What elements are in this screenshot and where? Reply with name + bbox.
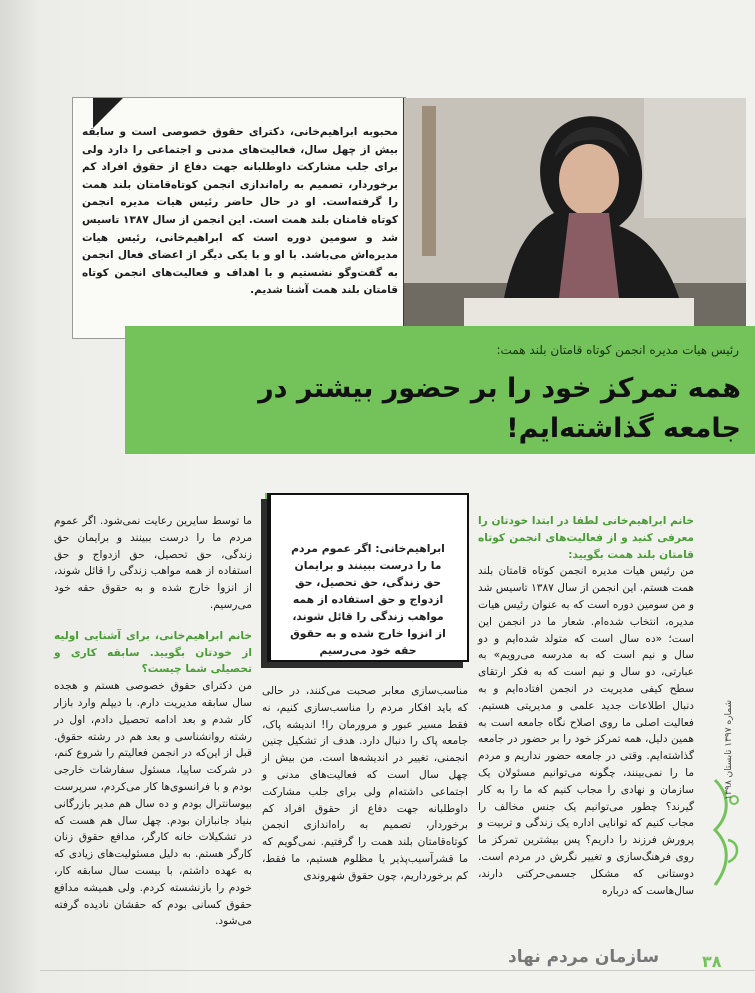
answer-1-continued: ما توسط سایرین رعایت نمی‌شود. اگر عموم مردم ما را درست ببینند و برایمان حق زندگی، حق تحصیل، حق ازدواج و حق استفاده از همه مواهب زندگی را قائل شوند، از انزوا خارج شده و به حقوق حقه خود می‌رسیم. (54, 515, 252, 611)
title-band (125, 326, 755, 454)
section-name: سازمان مردم نهاد (508, 947, 660, 967)
article-title: همه تمرکز خود را بر حضور بیشتر در جامعه گذاشته‌ایم! (258, 373, 741, 444)
question-2: خانم ابراهیم‌خانی، برای آشنایی اولیه از خودتان بگویید. سابقه کاری و تحصیلی شما چیست؟ (54, 629, 252, 676)
column-middle: مناسب‌سازی معابر صحبت می‌کنند، در حالی که باید افکار مردم را مناسب‌سازی کنیم، نه فقط مسیر عبور و مرورمان را! اندیشه پاک، جامعه پاک را دنبال دارد. هدف از تشکیل چنین انجمنی، تغییر در اندیشه‌ها است. من بیش از چهل سال است که فعالیت‌های مدنی و اجتماعی داشته‌ام ولی برای جلب مشارکت داوطلبانه جهت دفاع از حقوق افراد کم برخوردار، تصمیم به راه‌اندازی انجمن کوتاه‌قامتان بلند همت را گرفتیم. نمی‌گویم که ما قشرآسیب‌پذیر یا مظلوم هستیم، ما فقط، کم برخورداریم، چون حقوق شهروندی (262, 685, 468, 882)
answer-2: من دکترای حقوق خصوصی هستم و هجده سال سابقه مدیریت دارم. با دیپلم وارد بازار کار شدم و بعد ادامه تحصیل دادم، اول در رشته روانشناسی و بعد هم در رشته حقوق. قبل از این‌که در انجمن فعالیتم را شروع کنم، در شرکت ساپیا، مسئول سفارشات خارجی بودم و با فرانسوی‌ها کار می‌کردم، سرپرست بیوسانترال بودم و ده سال هم مدیر بازرگانی بنیاد جانبازان بودم. چهل سال هم هست که در تشکیلات خانه کارگر، مدافع حقوق زنان کارگر هستم. به دلیل مسئولیت‌های زیادی که به عهده داشتم، با بیست سال سابقه کار، خودم را بازنشسته کردم. ولی همیشه مدافع حقوق کسانی بودم که حقشان نادیده گرفته می‌شود. (54, 680, 252, 928)
question-1: خانم ابراهیم‌خانی لطفا در ابتدا خودتان را معرفی کنید و از فعالیت‌های انجمن کوتاه قامتان بلند همت بگویید: (478, 515, 694, 561)
answer-1: من رئیس هیات مدیره انجمن کوتاه قامتان بلند همت هستم. این انجمن از سال ۱۳۸۷ تاسیس شد و من سومین دوره است که به عنوان رئیس هیات مدیره، انتخاب شده‌ام. شعار ما در انجمن این است؛ «ده سال است که متولد شده‌ایم و دو سال و نیم است که به مدرسه می‌رویم» به عبارتی، دو سال و نیم است که به فکر ارتقای سطح کیفی مدیریت در انجمن افتاده‌ایم و به دنبال اطلاعات جدید علمی و مدیریتی هستیم. فعالیت اصلی ما روی اصلاح نگاه جامعه است به همین دلیل، همه تمرکز خود را بر حضور در جامعه گذاشته‌ایم. وقتی در جامعه حضور نداریم و مردم ما را نمی‌بینند، چگونه می‌توانیم مسئولان یک سازمان و نهادی را مجاب کنیم که ما را به کار گیرند؟ چطور می‌توانیم یک جنس مخالف را مجاب کنیم که توانایی اداره یک زندگی و تربیت و پرورش فرزند را داریم؟ پس بیشترین تمرکز ما روی فرهنگ‌سازی و تغییر نگرش در مردم است. دوستانی که مشکل جسمی‌حرکتی دارند، سال‌هاست که درباره (478, 565, 694, 897)
footer-rule (40, 970, 755, 971)
page-number: ۳۸ (702, 952, 722, 971)
column-left (54, 513, 252, 930)
intro-text: محبوبه ابراهیم‌خانی، دکترای حقوق خصوصی است و سابقه بیش از چهل سال، فعالیت‌های مدنی و اجتماعی را دارد ولی برای جلب مشارکت داوطلبانه جهت دفاع از حقوق افراد کم برخوردار، تصمیم به راه‌اندازی انجمن کوتاه‌قامتان بلند همت را گرفته‌است. او در حال حاضر رئیس هیات مدیره انجمن کوتاه قامتان بلند همت است. این انجمن از سال ۱۳۸۷ تاسیس شد و سومین دوره است که ابراهیم‌خانی، رئیس هیات مدیره‌اش می‌باشد. با او و با یکی دیگر از اعضای فعال انجمن به گفت‌وگو نشستیم و با اهداف و فعالیت‌های انجمن کوتاه قامتان بلند همت آشنا شدیم. (82, 126, 398, 297)
column-right (478, 513, 694, 899)
issue-label: شماره ۱۳۹۷ تابستان ۱۳۹۸ (724, 700, 734, 800)
portrait-photo (404, 98, 746, 338)
article-subtitle: رئیس هیات مدیره انجمن کوتاه قامتان بلند همت: (496, 343, 739, 357)
pull-quote-text: ابراهیم‌خانی: اگر عموم مردم ما را درست ببینند و برایمان حق زندگی، حق تحصیل، حق ازدواج و حق استفاده از همه مواهب زندگی را قائل شوند، از انزوا خارج شده و به حقوق حقه خود می‌رسیم (290, 542, 446, 657)
